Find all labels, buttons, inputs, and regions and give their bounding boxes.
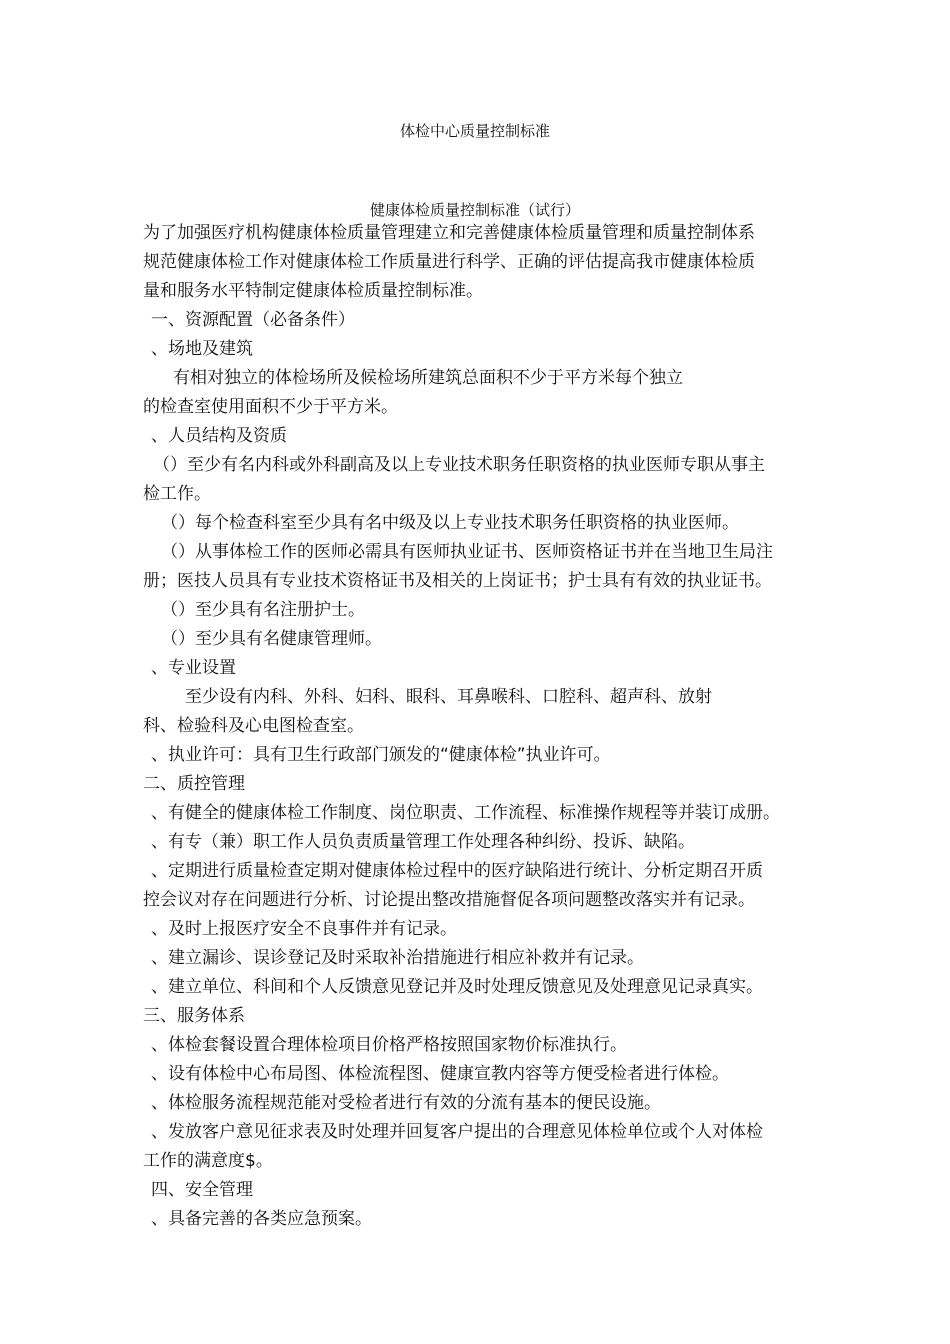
- text-line: 规范健康体检工作对健康体检工作质量进行科学、正确的评估提高我市健康体检质: [143, 252, 755, 272]
- list-item: （）从事体检工作的医师必需具有医师执业证书、医师资格证书并在当地卫生局注: [161, 542, 773, 562]
- list-item: 、设有体检中心布局图、体检流程图、健康宣教内容等方便受检者进行体检。: [151, 1064, 729, 1084]
- document-title: 体检中心质量控制标准: [399, 122, 550, 140]
- list-item: （）至少有名内科或外科副高及以上专业技术职务任职资格的执业医师专职从事主: [153, 455, 765, 475]
- section-heading: 三、服务体系: [143, 1006, 245, 1026]
- list-item: 、体检套餐设置合理体检项目价格严格按照国家物价标准执行。: [151, 1035, 627, 1055]
- text-line: 控会议对存在问题进行分析、讨论提出整改措施督促各项问题整改落实并有记录。: [143, 890, 755, 910]
- list-item: 、有专（兼）职工作人员负责质量管理工作处理各种纠纷、投诉、缺陷。: [151, 832, 695, 852]
- section-heading: 二、质控管理: [143, 774, 245, 794]
- list-item: 、建立单位、科间和个人反馈意见登记并及时处理反馈意见及处理意见记录真实。: [151, 977, 763, 997]
- text-line: 至少设有内科、外科、妇科、眼科、耳鼻喉科、口腔科、超声科、放射: [185, 687, 712, 707]
- text-line: 检工作。: [143, 484, 211, 504]
- document-subtitle: 健康体检质量控制标准（试行）: [369, 201, 580, 219]
- list-item: 、及时上报医疗安全不良事件并有记录。: [151, 919, 457, 939]
- subsection-heading: 、人员结构及资质: [151, 426, 287, 446]
- subsection-heading: 、专业设置: [151, 658, 236, 678]
- document-body: [143, 219, 843, 1234]
- list-item: （）至少具有名注册护士。: [161, 600, 365, 620]
- text-line: 工作的满意度$。: [143, 1151, 273, 1171]
- list-item: 、具备完善的各类应急预案。: [151, 1209, 372, 1229]
- section-heading: 四、安全管理: [151, 1180, 253, 1200]
- list-item: 、建立漏诊、误诊登记及时采取补治措施进行相应补救并有记录。: [151, 948, 644, 968]
- text-line: 册；医技人员具有专业技术资格证书及相关的上岗证书；护士具有有效的执业证书。: [143, 571, 772, 591]
- list-item: 、执业许可：具有卫生行政部门颁发的“健康体检”执业许可。: [151, 745, 611, 765]
- list-item: 、发放客户意见征求表及时处理并回复客户提出的合理意见体检单位或个人对体检: [151, 1122, 763, 1142]
- list-item: 、体检服务流程规范能对受检者进行有效的分流有基本的便民设施。: [151, 1093, 661, 1113]
- section-heading: 一、资源配置（必备条件）: [151, 310, 355, 330]
- text-line: 的检查室使用面积不少于平方米。: [143, 397, 398, 417]
- list-item: （）每个检查科室至少具有名中级及以上专业技术职务任职资格的执业医师。: [161, 513, 739, 533]
- text-line: 科、检验科及心电图检查室。: [143, 716, 364, 736]
- list-item: 、有健全的健康体检工作制度、岗位职责、工作流程、标准操作规程等并装订成册。: [151, 803, 780, 823]
- text-line: 为了加强医疗机构健康体检质量管理建立和完善健康体检质量管理和质量控制体系: [143, 223, 755, 243]
- list-item: （）至少具有名健康管理师。: [161, 629, 382, 649]
- text-line: 有相对独立的体检场所及候检场所建筑总面积不少于平方米每个独立: [173, 368, 683, 388]
- list-item: 、定期进行质量检查定期对健康体检过程中的医疗缺陷进行统计、分析定期召开质: [151, 861, 763, 881]
- subsection-heading: 、场地及建筑: [151, 339, 253, 359]
- text-line: 量和服务水平特制定健康体检质量控制标准。: [143, 281, 483, 301]
